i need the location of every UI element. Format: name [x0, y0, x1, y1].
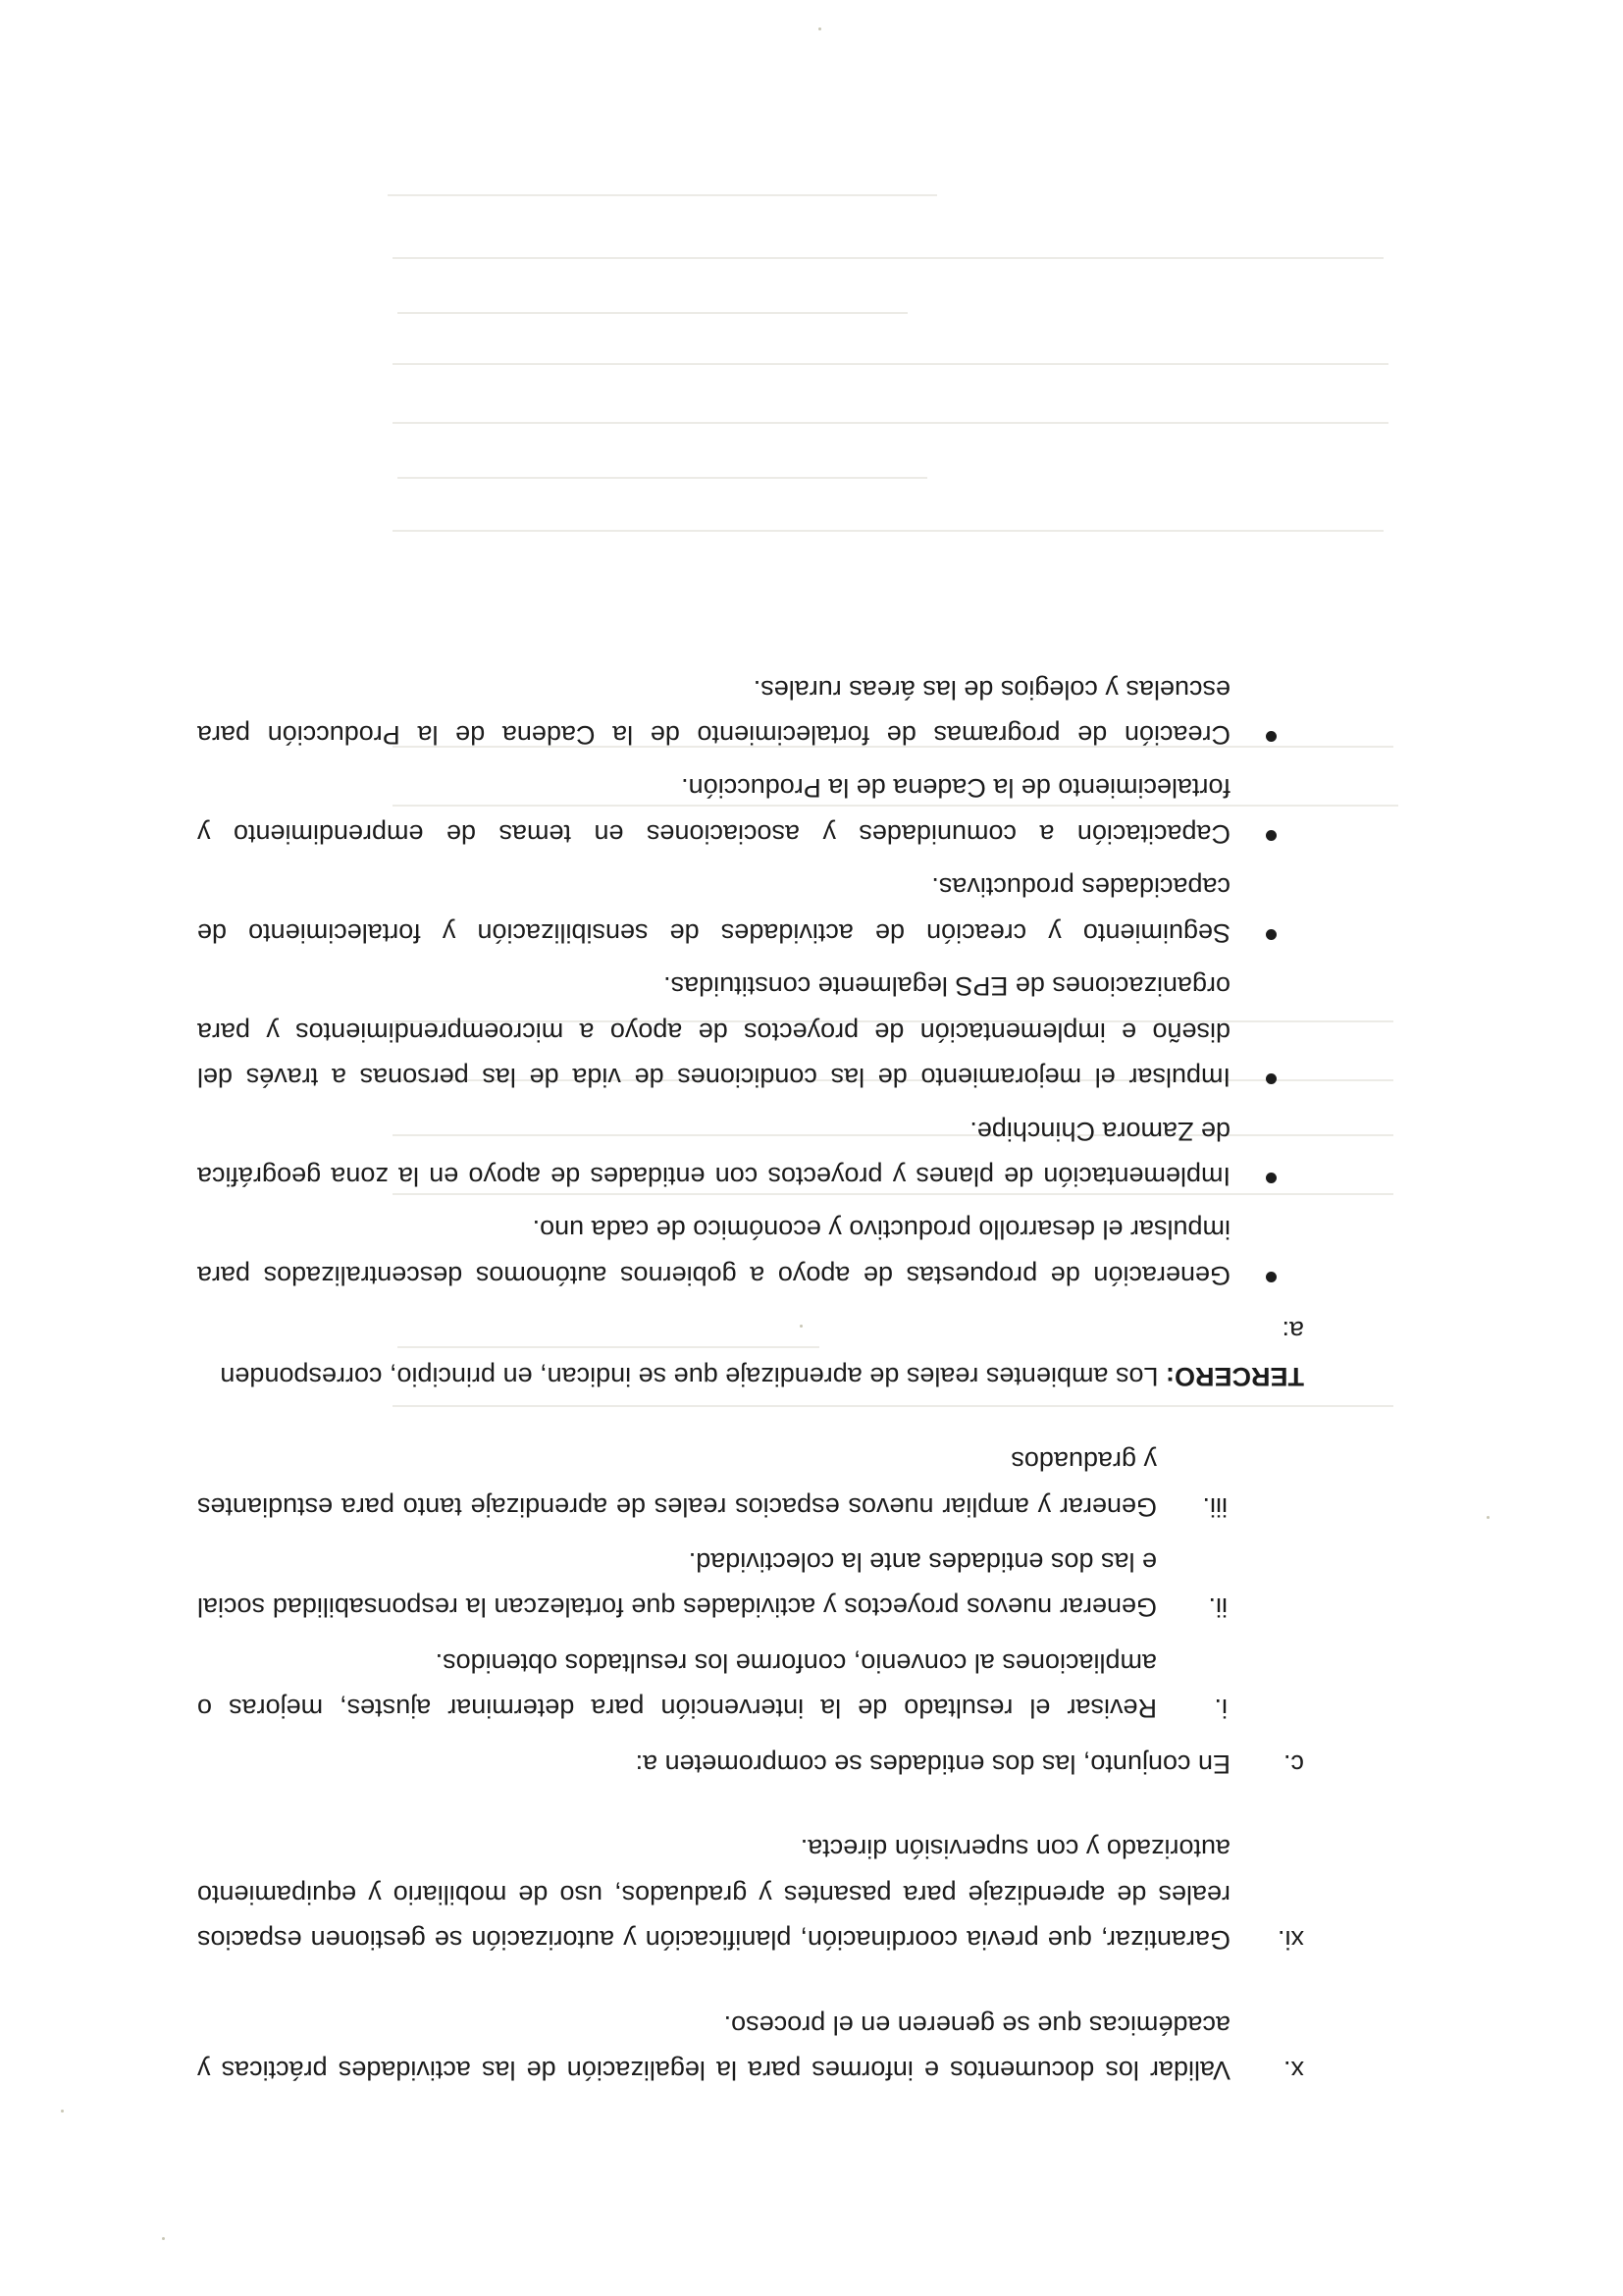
sub-item-marker: i.: [1214, 1694, 1228, 1724]
clause-item-x: [197, 2002, 1304, 2093]
bullet-dot-icon: [1266, 830, 1277, 841]
clause-item-c: [197, 1741, 1304, 1786]
item-marker: x.: [1283, 2056, 1304, 2085]
bullet-item: [197, 765, 1304, 857]
sub-item-iii: [197, 1438, 1304, 1530]
item-text: Garantizar, que previa coordinación, planificación y autorización se gestionen espacios reales de aprendizaje para pasantes y graduados, uso de mobiliario y equipamiento autorizado y con supervisión directa.: [197, 1834, 1230, 1956]
sub-item-i: [197, 1641, 1304, 1732]
clause-label: TERCERO:: [1166, 1361, 1304, 1391]
sub-item-marker: ii.: [1208, 1592, 1228, 1623]
bullet-text: Seguimiento y creación de actividades de sensibilización y fortalecimiento de capacidades productivas.: [197, 872, 1230, 948]
bullet-dot-icon: [1266, 929, 1277, 940]
item-text: En conjunto, las dos entidades se comprometen a:: [635, 1748, 1230, 1779]
bullet-text: Implementación de planes y proyectos con entidades de apoyo en la zona geográfica de Zamora Chinchipe.: [197, 1116, 1230, 1191]
bullet-text: Creación de programas de fortalecimiento de la Cadena de la Producción para escuelas y colegios de las áreas rurales.: [197, 674, 1230, 751]
clause-item-xi: [197, 1826, 1304, 1962]
bullet-item: [197, 1207, 1304, 1298]
bullet-item: [197, 964, 1304, 1100]
item-text: Validar los documentos e informes para la legalización de las actividades prácticas y académicas que se generen en el proceso.: [197, 2009, 1230, 2085]
sub-item-text: Generar nuevos proyectos y actividades que fortalezcan la responsabilidad social e las dos entidades ante la colectividad.: [197, 1547, 1157, 1623]
sub-item-text: Generar y ampliar nuevos espacios reales de aprendizaje tanto para estudiantes y graduados: [197, 1446, 1157, 1522]
bullet-text: Impulsar el mejoramiento de las condiciones de vida de las personas a través del diseño e implementación de proyectos de apoyo a microemprendimientos y para organizaciones de EPS legalmente constituidas.: [197, 971, 1230, 1093]
bullet-text: Generación de propuestas de apoyo a gobiernos autónomos descentralizados para impulsar el desarrollo productivo y económico de cada uno.: [197, 1215, 1230, 1290]
clause-tercero: [197, 1308, 1304, 1399]
sub-item-marker: iii.: [1202, 1491, 1228, 1522]
document-body: [197, 666, 1304, 2093]
clause-text: Los ambientes reales de aprendizaje que se indican, en principio, corresponden a:: [220, 1316, 1304, 1391]
bullet-item: [197, 666, 1304, 757]
bullet-text: Capacitación a comunidades y asociaciones en temas de emprendimiento y fortalecimiento de la Cadena de la Producción.: [197, 773, 1230, 849]
sub-item-ii: [197, 1539, 1304, 1631]
bullet-dot-icon: [1266, 1073, 1277, 1084]
bullet-item: [197, 1108, 1304, 1199]
bullet-dot-icon: [1266, 731, 1277, 742]
sub-item-text: Revisar el resultado de la intervención para determinar ajustes, mejoras o ampliaciones al convenio, conforme los resultados obtenidos.: [197, 1647, 1157, 1724]
bullet-item: [197, 864, 1304, 956]
item-marker: xi.: [1278, 1925, 1304, 1956]
item-marker: c.: [1283, 1748, 1304, 1779]
bullet-dot-icon: [1266, 1173, 1277, 1183]
bullet-dot-icon: [1266, 1272, 1277, 1282]
